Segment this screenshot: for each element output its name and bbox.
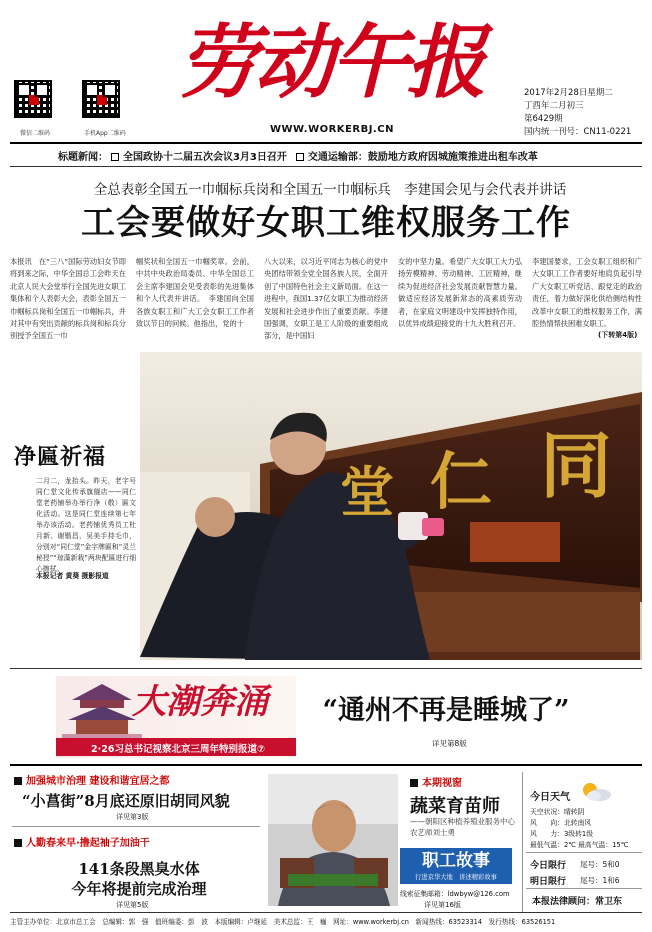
masthead-logo: 劳动午报 [178,15,482,109]
cn-number: 国内统一刊号：CN11-0221 [524,127,632,137]
promo-jump[interactable]: 详见第8版 [432,739,467,748]
photo-caption: 二月二，龙抬头。昨天，老字号同仁堂文化传承旗舰店——同仁堂老药铺举办举行净（敬）匾文化活动。这是同仁堂连续第七年举办该活动。老药铺优秀员工杜月新、谢锴昌、吴美手持毛巾，分别对“同仁堂”金字牌匾和“灵兰秘授”“琼藻新栽”两块配匾进行细心擦拭。 [36,477,136,573]
photo-credit: 本报记者 黄葵 摄影报道 [36,572,109,580]
qr-label-wechat: 微信二维码 [20,130,51,137]
legal-counsel: 本报法律顾问：常卫东 [532,897,623,907]
window-tag: 本期视窗 [410,774,462,789]
lead-column-1: 本报讯 在“三八”国际劳动妇女节即将到来之际，中华全国总工会昨天在北京人民大会堂举行全国先进女职工集体和个人表彰大会，表彰全国五一巾帼标兵岗和全国五一巾帼标兵，并对其中有突出贡献的标兵岗和标兵分别授予全国五一巾 [10,257,126,341]
checkbox-icon [296,153,304,161]
lead-column-3: 八大以来，以习近平同志为核心的党中央团结带领全党全国各族人民，全面开创了中国特色社会主义新局面。在这一进程中，我国1.37亿女职工为推动经济发展和社会进步作出了重要贡献。李建国强调，女职工是工人阶级的重要组成部分，是中国妇 [264,257,388,341]
lead-headline: 工会要做好女职工维权服务工作 [81,203,571,243]
qr-wechat [14,80,52,118]
bullet-icon [14,839,22,847]
masthead-url: WWW.WORKERBJ.CN [270,124,394,135]
window-jump[interactable]: 详见第16版 [424,901,461,909]
story-box-sub: 行进京华大地 讲述精彩故事 [415,874,497,881]
section2-headline-1[interactable]: 141条段黑臭水体 [78,860,200,878]
issue-number: 第6429期 [524,114,563,124]
temple-icon [62,682,142,746]
limit-today-label: 今日限行 [530,861,567,871]
section2-tag: 人勤春来早·撸起袖子加油干 [14,834,150,849]
weather-title: 今日天气 [530,792,570,803]
lead-jump[interactable]: (下转第4版) [598,331,638,339]
checkbox-icon [111,153,119,161]
plaque-char: 仁 [430,445,493,518]
plaque-char: 同 [540,423,613,508]
lunar-line: 丁酉年二月初三 [524,101,584,111]
headline-bar-label: 标题新闻： [58,152,108,163]
qr-code-icon [82,80,120,118]
date-line: 2017年2月28日星期二 [524,88,613,98]
limit-today-value: 尾号：5和0 [580,860,620,869]
headline-bar [58,148,538,163]
bullet-icon [14,777,22,785]
story-box[interactable] [400,848,512,884]
section1-tag: 加强城市治理 建设和谐宜居之都 [14,772,169,787]
photo-title: 净匾祈福 [14,444,107,470]
photo-feature [140,352,642,660]
bullet-icon [410,779,418,787]
headline-bar-item[interactable]: 交通运输部：鼓励地方政府因城施策推进出租车改革 [307,152,538,163]
weather-row: 天空状况：晴转阴 [530,808,585,816]
section2-headline-2[interactable]: 今年将提前完成治理 [71,880,207,898]
weather-row: 风 力：3级转1级 [530,830,594,838]
lead-column-4: 女的中坚力量。希望广大女职工大力弘扬劳模精神、劳动精神、工匠精神，继续为促进经济社会发展贡献智慧力量。做适应经济发展新常态的高素质劳动者，在家庭文明建设中发挥独特作用，以优异成绩迎接党的十九大胜利召开。 [398,257,522,329]
promo-banner[interactable] [56,676,296,758]
limit-tomorrow-label: 明日限行 [530,877,567,887]
email-line: 线索征集邮箱：ldwbyw@126.com [400,890,510,898]
promo-subline-text: 2·26习总书记视察北京三周年特别报道⑦ [91,744,265,755]
section1-headline[interactable]: “小菖街”8月底还原旧胡同风貌 [22,792,230,810]
lead-kicker: 全总表彰全国五一巾帼标兵岗和全国五一巾帼标兵 李建国会见与会代表并讲话 [93,182,567,198]
weather-row: 最低气温：2℃ 最高气温：15℃ [530,841,629,849]
sun-cloud-icon [578,780,612,802]
promo-headline[interactable]: “通州不再是睡城了” [322,695,570,726]
window-headline[interactable]: 蔬菜育苗师 [410,796,500,817]
portrait-illustration [268,774,398,906]
plaque-char: 堂 [340,460,394,524]
story-box-title: 职工故事 [422,851,490,871]
qr-label-app: 手机App二维码 [84,130,126,137]
story-photo [268,774,398,906]
window-sub: ——朝阳区种植养殖业服务中心农艺师刘士勇 [410,817,515,837]
qr-code-icon [14,80,52,118]
lead-column-5: 李建国要求，工会女职工组织和广大女职工工作者要好地肩负起引导广大女职工听党话、跟党走的政治责任，着力做好深化供给侧结构性改革中女职工的维权服务工作，满腔热情帮扶困难女职工。 [532,257,642,329]
section1-jump[interactable]: 详见第3版 [116,813,149,821]
footer-line: 主管主办单位：北京市总工会 总编辑：郭 强 值班编委：彭 波 本版编辑：卢继延 美术总监：王 巍 网址：www.workerbj.cn 新闻热线：63523314 发行热线：63526151 [10,918,556,926]
limit-tomorrow-value: 尾号：1和6 [580,876,620,885]
weather-row: 风 向：北转南风 [530,819,592,827]
headline-bar-item[interactable]: 全国政协十二届五次会议3月3日召开 [122,152,287,163]
qr-app [82,80,120,118]
section2-jump[interactable]: 详见第5版 [116,901,149,909]
lead-column-2: 帼奖状和全国五一巾帼奖章。会前，中共中央政治局委员、中华全国总工会主席李建国会见受表彰的先进集体和个人代表并讲话。 李建国向全国各族女职工和广大工会女职工工作者致以节日的问候。他指出，党的十 [136,257,254,329]
promo-logo: 大潮奔涌 [132,682,268,722]
